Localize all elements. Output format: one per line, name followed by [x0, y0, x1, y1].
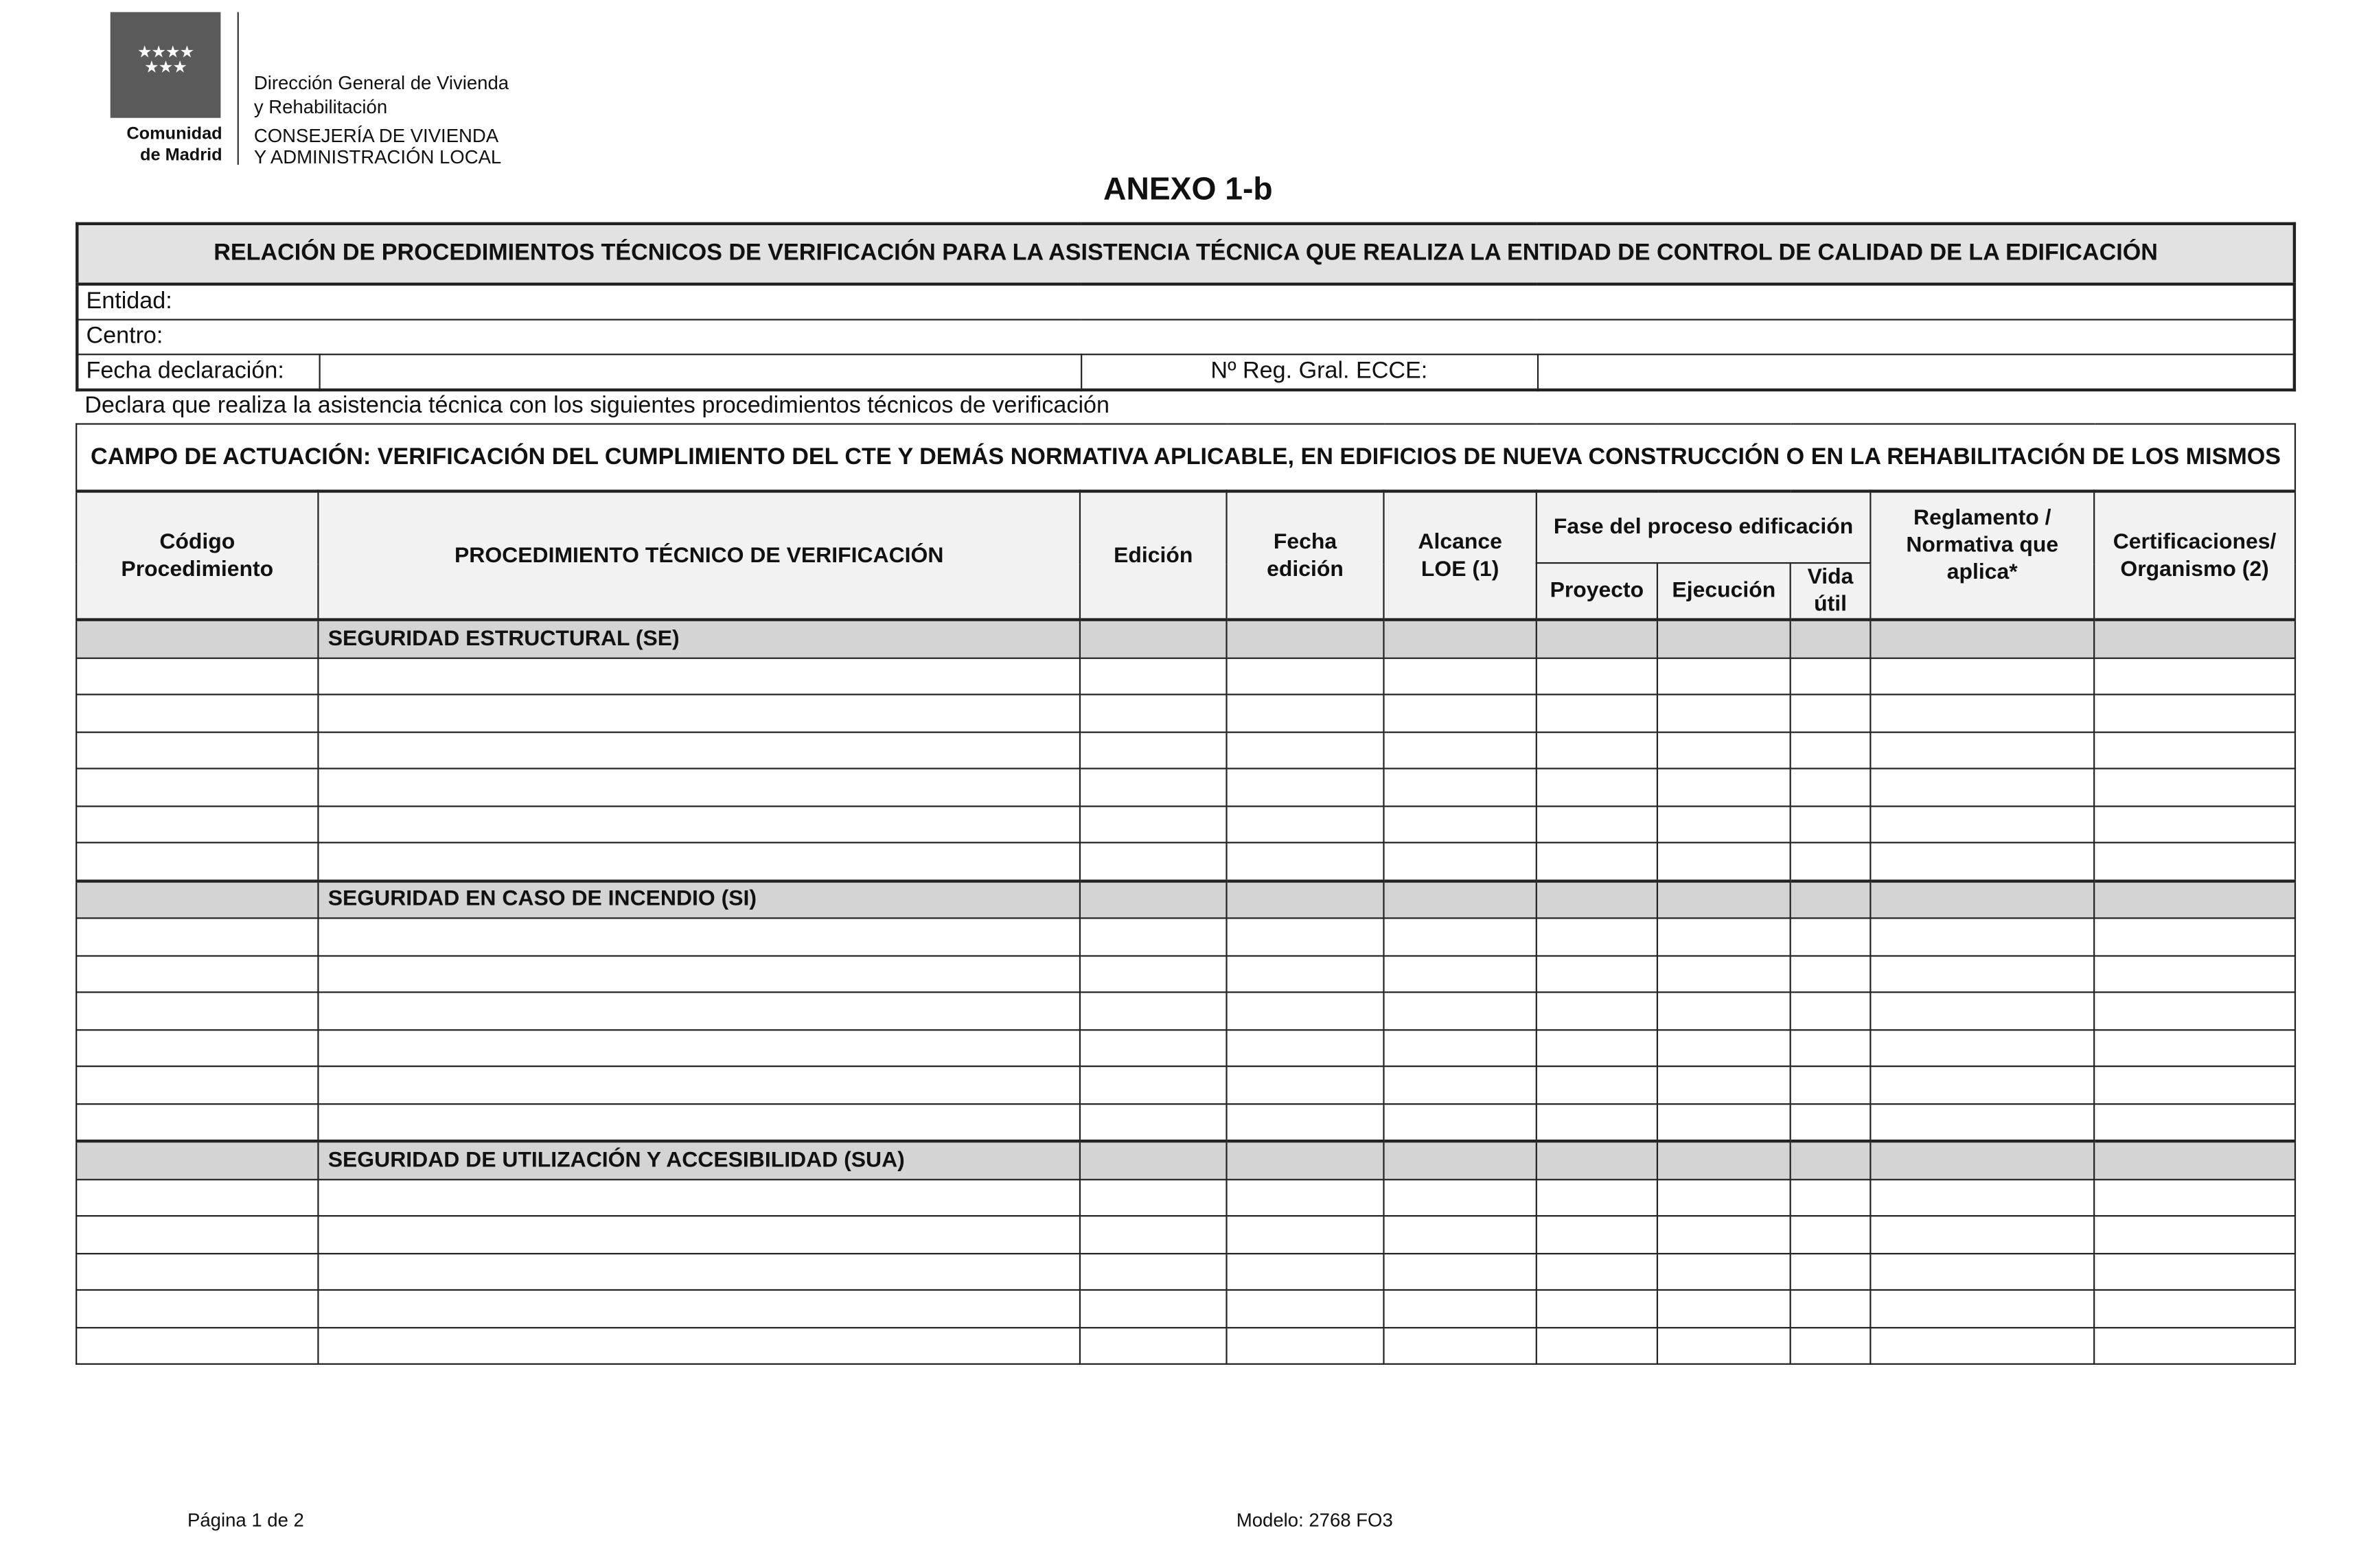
table-cell[interactable]: [1537, 1216, 1657, 1253]
campo-actuacion: CAMPO DE ACTUACIÓN: VERIFICACIÓN DEL CUMPLIMIENTO DEL CTE Y DEMÁS NORMATIVA APLICABLE, EN EDIFICIOS DE NUEVA CONSTRUCCIÓN O EN LA REHABILITACIÓN DE LOS MISMOS: [76, 424, 2295, 492]
section-cell: [1383, 1141, 1536, 1179]
table-cell[interactable]: [2094, 1103, 2295, 1141]
table-row: [76, 1179, 2295, 1216]
table-cell[interactable]: [1080, 1290, 1227, 1327]
table-cell[interactable]: [1383, 1216, 1536, 1253]
table-cell[interactable]: [1791, 955, 1871, 992]
table-cell[interactable]: [1791, 918, 1871, 955]
table-cell[interactable]: [1383, 1290, 1536, 1327]
table-cell[interactable]: [1791, 842, 1871, 880]
table-cell[interactable]: [2094, 1066, 2295, 1103]
table-cell[interactable]: [1657, 1066, 1791, 1103]
section-cell: [1383, 620, 1536, 658]
table-cell[interactable]: [1383, 842, 1536, 880]
section-row: [76, 880, 2295, 918]
section-cell: [1791, 880, 1871, 918]
table-cell[interactable]: [318, 1103, 1080, 1141]
table-cell[interactable]: [76, 1066, 318, 1103]
table-cell[interactable]: [1227, 1216, 1384, 1253]
logo-name: [109, 126, 222, 166]
section-cell: [1657, 880, 1791, 918]
table-cell[interactable]: [1657, 955, 1791, 992]
table-cell[interactable]: [1537, 992, 1657, 1029]
table-cell[interactable]: [1080, 992, 1227, 1029]
table-cell[interactable]: [1791, 992, 1871, 1029]
table-cell[interactable]: [1870, 805, 2094, 842]
table-cell[interactable]: [1657, 805, 1791, 842]
section-row: [76, 620, 2295, 658]
table-cell[interactable]: [1537, 732, 1657, 769]
table-cell[interactable]: [76, 1290, 318, 1327]
table-cell[interactable]: [1383, 1029, 1536, 1066]
table-cell[interactable]: [1791, 1179, 1871, 1216]
table-cell[interactable]: [1080, 1179, 1227, 1216]
table-cell[interactable]: [1870, 1029, 2094, 1066]
table-cell[interactable]: [318, 695, 1080, 732]
table-row: [76, 1216, 2295, 1253]
table-cell[interactable]: [1791, 1066, 1871, 1103]
table-cell[interactable]: [1080, 695, 1227, 732]
table-cell[interactable]: [1657, 1179, 1791, 1216]
model-number: Modelo: 2768 FO3: [1236, 1510, 1393, 1532]
table-row: [76, 768, 2295, 805]
table-row: [76, 805, 2295, 842]
table-cell[interactable]: [1657, 992, 1791, 1029]
table-cell[interactable]: [1227, 1253, 1384, 1290]
table-cell[interactable]: [1227, 768, 1384, 805]
table-cell[interactable]: [318, 732, 1080, 769]
section-cell: [1791, 1141, 1871, 1179]
table-cell[interactable]: [318, 768, 1080, 805]
table-cell[interactable]: [2094, 918, 2295, 955]
table-cell[interactable]: [1383, 658, 1536, 695]
header-vida-util: Vida útil: [1791, 563, 1871, 620]
table-cell[interactable]: [2094, 1290, 2295, 1327]
table-cell[interactable]: [1227, 1290, 1384, 1327]
table-cell[interactable]: [1657, 768, 1791, 805]
centro-label: Centro:: [86, 323, 163, 349]
table-cell[interactable]: [1657, 1253, 1791, 1290]
table-cell[interactable]: [1657, 1103, 1791, 1141]
table-cell[interactable]: [1657, 658, 1791, 695]
table-cell[interactable]: [1383, 1066, 1536, 1103]
procedures-table: [76, 423, 2296, 1365]
page-number: Página 1 de 2: [187, 1510, 304, 1532]
table-cell[interactable]: [2094, 1179, 2295, 1216]
table-cell[interactable]: [1537, 1327, 1657, 1364]
table-cell[interactable]: [1537, 1253, 1657, 1290]
table-row: [76, 918, 2295, 955]
table-cell[interactable]: [1227, 695, 1384, 732]
logo-line2: de Madrid: [140, 146, 222, 164]
table-cell[interactable]: [76, 658, 318, 695]
section-cell: [1537, 880, 1657, 918]
table-cell[interactable]: [1537, 955, 1657, 992]
table-row: [76, 1066, 2295, 1103]
form-heading: RELACIÓN DE PROCEDIMIENTOS TÉCNICOS DE VERIFICACIÓN PARA LA ASISTENCIA TÉCNICA QUE REALIZA LA ENTIDAD DE CONTROL DE CALIDAD DE LA EDIFICACIÓN: [77, 224, 2294, 284]
table-cell[interactable]: [1791, 1327, 1871, 1364]
table-cell[interactable]: [318, 658, 1080, 695]
header-ejecucion: Ejecución: [1657, 563, 1791, 620]
header-fecha: Fecha edición: [1227, 491, 1384, 619]
section-cell: [1080, 880, 1227, 918]
section-cell: [1537, 620, 1657, 658]
table-row: [76, 1253, 2295, 1290]
fecha-label: Fecha declaración:: [77, 354, 319, 390]
table-cell[interactable]: [1227, 992, 1384, 1029]
table-cell[interactable]: [318, 992, 1080, 1029]
section-cell: [1227, 620, 1384, 658]
table-cell[interactable]: [76, 732, 318, 769]
header-edicion: Edición: [1080, 491, 1227, 619]
table-cell[interactable]: [76, 1327, 318, 1364]
table-cell[interactable]: [1383, 732, 1536, 769]
table-cell[interactable]: [1227, 1029, 1384, 1066]
table-cell[interactable]: [76, 805, 318, 842]
table-cell[interactable]: [1080, 658, 1227, 695]
section-cell: [1227, 1141, 1384, 1179]
table-cell[interactable]: [1870, 695, 2094, 732]
table-cell[interactable]: [1657, 1216, 1791, 1253]
table-cell[interactable]: [1383, 1327, 1536, 1364]
header-reglamento: Reglamento / Normativa que aplica*: [1870, 491, 2094, 619]
section-cell: [1383, 880, 1536, 918]
comunidad-madrid-logo: [111, 12, 221, 118]
table-cell[interactable]: [1080, 842, 1227, 880]
table-cell[interactable]: [1791, 1290, 1871, 1327]
table-cell[interactable]: [1383, 918, 1536, 955]
section-cell: [2094, 620, 2295, 658]
table-cell[interactable]: [1537, 1066, 1657, 1103]
table-cell[interactable]: [1870, 992, 2094, 1029]
table-row: [76, 955, 2295, 992]
table-cell[interactable]: [1227, 1327, 1384, 1364]
table-cell[interactable]: [1080, 1066, 1227, 1103]
entity-info-table: [76, 222, 2296, 392]
table-row: [76, 1103, 2295, 1141]
table-cell[interactable]: [1791, 768, 1871, 805]
table-cell[interactable]: [1657, 695, 1791, 732]
table-cell[interactable]: [1227, 955, 1384, 992]
reg-label: Nº Reg. Gral. ECCE:: [1081, 354, 1537, 390]
table-cell[interactable]: [2094, 805, 2295, 842]
table-cell[interactable]: [1080, 1253, 1227, 1290]
table-cell[interactable]: [1657, 918, 1791, 955]
table-cell[interactable]: [76, 768, 318, 805]
header-proyecto: Proyecto: [1537, 563, 1657, 620]
table-cell[interactable]: [1791, 1253, 1871, 1290]
ministry-name: [254, 126, 501, 168]
entidad-field[interactable]: [77, 284, 2294, 320]
table-cell[interactable]: [2094, 732, 2295, 769]
dept-line1: Dirección General de Vivienda: [253, 72, 509, 94]
table-cell[interactable]: [2094, 695, 2295, 732]
divider: [238, 12, 239, 165]
table-cell[interactable]: [76, 992, 318, 1029]
table-cell[interactable]: [1870, 732, 2094, 769]
table-cell[interactable]: [1080, 1216, 1227, 1253]
table-cell[interactable]: [1080, 1029, 1227, 1066]
table-cell[interactable]: [76, 1253, 318, 1290]
declaration-text: Declara que realiza la asistencia técnica con los siguientes procedimientos técnicos de verificación: [84, 393, 1110, 419]
table-cell[interactable]: [318, 1179, 1080, 1216]
table-cell[interactable]: [1383, 992, 1536, 1029]
section-cell: [1537, 1141, 1657, 1179]
stars-icon: ★★★★ ★★★: [137, 43, 194, 78]
logo-line1: Comunidad: [126, 125, 222, 144]
table-cell[interactable]: [1080, 955, 1227, 992]
table-cell[interactable]: [1870, 1179, 2094, 1216]
table-row: [76, 658, 2295, 695]
table-cell[interactable]: [1657, 1327, 1791, 1364]
table-cell[interactable]: [2094, 992, 2295, 1029]
centro-field[interactable]: [77, 320, 2294, 355]
table-cell[interactable]: [2094, 768, 2295, 805]
table-cell[interactable]: [1383, 695, 1536, 732]
table-cell[interactable]: [2094, 1029, 2295, 1066]
table-cell[interactable]: [1870, 1327, 2094, 1364]
table-row: [76, 1290, 2295, 1327]
section-cell: [1657, 1141, 1791, 1179]
table-cell[interactable]: [1080, 1327, 1227, 1364]
table-cell[interactable]: [1537, 695, 1657, 732]
table-cell[interactable]: [1383, 1179, 1536, 1216]
section-label: SEGURIDAD EN CASO DE INCENDIO (SI): [318, 880, 1080, 918]
table-cell[interactable]: [1870, 842, 2094, 880]
section-cell: [1080, 620, 1227, 658]
table-cell[interactable]: [1227, 918, 1384, 955]
table-cell[interactable]: [1657, 842, 1791, 880]
department-name: [254, 71, 509, 119]
header-certificaciones: Certificaciones/ Organismo (2): [2094, 491, 2295, 619]
table-cell[interactable]: [1537, 842, 1657, 880]
page-title: ANEXO 1-b: [1103, 172, 1273, 207]
table-cell[interactable]: [2094, 1327, 2295, 1364]
header-fase: Fase del proceso edificación: [1537, 491, 1871, 563]
table-cell[interactable]: [1657, 732, 1791, 769]
table-row: [76, 1029, 2295, 1066]
section-cell: [1870, 620, 2094, 658]
table-cell[interactable]: [318, 1216, 1080, 1253]
table-cell[interactable]: [1870, 1216, 2094, 1253]
table-cell[interactable]: [1537, 658, 1657, 695]
table-cell[interactable]: [1227, 1179, 1384, 1216]
table-cell[interactable]: [318, 1290, 1080, 1327]
table-cell[interactable]: [1537, 918, 1657, 955]
section-row: [76, 1141, 2295, 1179]
header-procedimiento: PROCEDIMIENTO TÉCNICO DE VERIFICACIÓN: [318, 491, 1080, 619]
table-cell[interactable]: [1657, 1290, 1791, 1327]
table-cell[interactable]: [318, 1066, 1080, 1103]
header-alcance: Alcance LOE (1): [1383, 491, 1536, 619]
table-cell[interactable]: [76, 1103, 318, 1141]
section-label: SEGURIDAD ESTRUCTURAL (SE): [318, 620, 1080, 658]
table-cell[interactable]: [1870, 918, 2094, 955]
table-cell[interactable]: [1791, 732, 1871, 769]
table-cell[interactable]: [318, 805, 1080, 842]
table-row: [76, 732, 2295, 769]
table-cell[interactable]: [1537, 1103, 1657, 1141]
table-cell[interactable]: [1383, 805, 1536, 842]
section-cell: [2094, 1141, 2295, 1179]
table-cell[interactable]: [1537, 768, 1657, 805]
table-cell[interactable]: [1537, 805, 1657, 842]
table-cell[interactable]: [1383, 955, 1536, 992]
table-cell[interactable]: [1791, 1029, 1871, 1066]
table-cell[interactable]: [1227, 842, 1384, 880]
table-cell[interactable]: [318, 1029, 1080, 1066]
table-row: [76, 842, 2295, 880]
table-cell[interactable]: [1227, 1103, 1384, 1141]
entidad-label: Entidad:: [86, 288, 172, 314]
table-cell[interactable]: [1791, 1103, 1871, 1141]
section-cell: [2094, 880, 2295, 918]
header-codigo: Código Procedimiento: [76, 491, 318, 619]
table-cell[interactable]: [1870, 955, 2094, 992]
section-cell: [1870, 1141, 2094, 1179]
section-cell: [76, 1141, 318, 1179]
table-cell[interactable]: [2094, 1253, 2295, 1290]
section-cell: [76, 880, 318, 918]
section-cell: [76, 620, 318, 658]
table-cell[interactable]: [1383, 1253, 1536, 1290]
table-cell[interactable]: [76, 1216, 318, 1253]
table-cell[interactable]: [318, 955, 1080, 992]
fecha-input[interactable]: [319, 354, 1081, 390]
table-cell[interactable]: [1080, 805, 1227, 842]
table-cell[interactable]: [1870, 1253, 2094, 1290]
table-cell[interactable]: [1870, 768, 2094, 805]
dept-line4: Y ADMINISTRACIÓN LOCAL: [253, 146, 502, 168]
table-cell[interactable]: [1227, 732, 1384, 769]
table-cell[interactable]: [1080, 1103, 1227, 1141]
section-cell: [1870, 880, 2094, 918]
section-label: SEGURIDAD DE UTILIZACIÓN Y ACCESIBILIDAD (SUA): [318, 1141, 1080, 1179]
section-cell: [1657, 620, 1791, 658]
table-cell[interactable]: [76, 1179, 318, 1216]
table-cell[interactable]: [1383, 768, 1536, 805]
section-cell: [1080, 1141, 1227, 1179]
reg-input[interactable]: [1537, 354, 2294, 390]
table-cell[interactable]: [1791, 695, 1871, 732]
table-cell[interactable]: [2094, 842, 2295, 880]
table-row: [76, 992, 2295, 1029]
table-cell[interactable]: [76, 955, 318, 992]
table-cell[interactable]: [1537, 1029, 1657, 1066]
table-cell[interactable]: [1227, 658, 1384, 695]
table-cell[interactable]: [318, 842, 1080, 880]
table-cell[interactable]: [1537, 1179, 1657, 1216]
table-cell[interactable]: [1791, 658, 1871, 695]
section-cell: [1791, 620, 1871, 658]
table-cell[interactable]: [1870, 1066, 2094, 1103]
table-cell[interactable]: [1080, 732, 1227, 769]
table-cell[interactable]: [1383, 1103, 1536, 1141]
table-cell[interactable]: [2094, 658, 2295, 695]
table-cell[interactable]: [2094, 955, 2295, 992]
table-cell[interactable]: [76, 1029, 318, 1066]
table-cell[interactable]: [1080, 918, 1227, 955]
table-row: [76, 695, 2295, 732]
table-cell[interactable]: [318, 1327, 1080, 1364]
table-cell[interactable]: [2094, 1216, 2295, 1253]
table-cell[interactable]: [318, 1253, 1080, 1290]
table-cell[interactable]: [76, 842, 318, 880]
table-cell[interactable]: [1791, 805, 1871, 842]
table-cell[interactable]: [1657, 1029, 1791, 1066]
table-cell[interactable]: [1870, 658, 2094, 695]
table-cell[interactable]: [1870, 1290, 2094, 1327]
table-row: [76, 1327, 2295, 1364]
table-cell[interactable]: [1791, 1216, 1871, 1253]
table-cell[interactable]: [1227, 1066, 1384, 1103]
table-cell[interactable]: [1537, 1290, 1657, 1327]
table-cell[interactable]: [76, 918, 318, 955]
table-cell[interactable]: [318, 918, 1080, 955]
section-cell: [1227, 880, 1384, 918]
table-cell[interactable]: [1227, 805, 1384, 842]
table-cell[interactable]: [1080, 768, 1227, 805]
table-cell[interactable]: [1870, 1103, 2094, 1141]
dept-line2: y Rehabilitación: [253, 96, 388, 118]
dept-line3: CONSEJERÍA DE VIVIENDA: [253, 125, 499, 147]
table-cell[interactable]: [76, 695, 318, 732]
